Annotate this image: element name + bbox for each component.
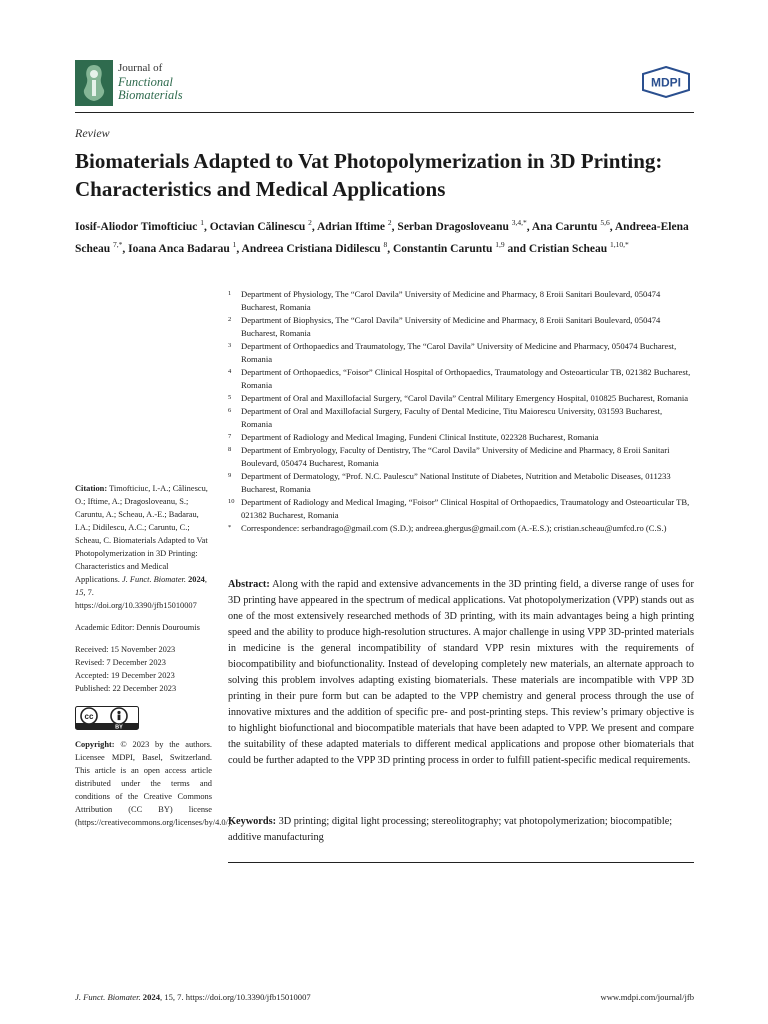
affiliation-item [228, 496, 694, 522]
author-affiliation-marker: 1 [232, 240, 237, 250]
author-affiliation-marker: 1,10,* [610, 240, 629, 250]
affiliation-text: Department of Radiology and Medical Imaging, “Foisor” Clinical Hospital of Orthopaedics, Traumatology and Osteoarticular TB, 021382 Bucharest, Romania [241, 497, 690, 520]
affiliation-text: Department of Oral and Maxillofacial Surgery, “Carol Davila” Central Military Emergency Hospital, 010825 Bucharest, Romania [241, 393, 689, 403]
affiliation-text: Department of Dermatology, “Prof. N.C. Paulescu” National Institute of Diabetes, Nutrition and Metabolic Diseases, 011233 Bucharest, Romania [241, 471, 671, 494]
header-divider [75, 112, 694, 113]
author-name: Serban Dragosloveanu $^{3,4,*}$ [397, 218, 527, 233]
author-name: Ioana Anca Badarau $^1$ [128, 240, 237, 256]
author-affiliation-marker: 7,* [113, 240, 123, 250]
journal-prefix: Journal of [118, 62, 163, 74]
revised-date: Revised: 7 December 2023 [75, 658, 166, 667]
journal-logo [75, 60, 230, 106]
affiliation-text: Department of Embryology, Faculty of Dentistry, The “Carol Davila” University of Medicine and Pharmacy, 8 Eroii Sanitari Boulevard, 050474 Bucharest, Romania [241, 445, 670, 468]
affiliation-number: 1 [228, 290, 232, 297]
publisher-name: MDPI [651, 75, 681, 90]
affiliation-number: 9 [228, 472, 232, 479]
mdpi-logo-icon [640, 66, 692, 98]
author-name: Octavian Călinescu $^2$ [209, 218, 312, 233]
affiliation-text: Department of Biophysics, The “Carol Davila” University of Medicine and Pharmacy, 8 Eroii Sanitari Boulevard, 050474 Bucharest, Romania [241, 315, 661, 338]
author-name: Iosif-Aliodor Timofticiuc $^1$ [75, 218, 204, 233]
keywords-label: Keywords: [228, 816, 277, 827]
affiliation-number: 10 [228, 498, 235, 505]
affiliation-number: 2 [228, 316, 232, 323]
journal-name-line2: Biomaterials [118, 88, 183, 102]
affiliation-item [228, 392, 694, 405]
affiliation-item [228, 340, 694, 366]
affiliation-number: * [228, 524, 232, 531]
affiliation-number: 5 [228, 394, 232, 401]
svg-text:cc: cc [84, 712, 94, 721]
affiliation-item [228, 470, 694, 496]
author-list: Iosif-Aliodor Timofticiuc $^1$, Octavian Călinescu $^2$, Adrian Iftime $^2$, Serban Dragosloveanu $^{3,4,*}$, Ana Caruntu $^{5,6}$, Andreea-Elena Scheau $^{7,*}$, Ioana Anca Badarau $^1$, Andreea Cristiana Didilescu $^8$, Constantin Caruntu $^{1,9}$ and Cristian Scheau $^{1,10,*}$ [75, 218, 689, 256]
affiliation-text: Correspondence: serbandrago@gmail.com (S.D.); andreea.ghergus@gmail.com (A.-E.S.); cristian.scheau@umfcd.ro (C.S.) [241, 523, 667, 533]
copyright-notice: Copyright: © 2023 by the authors. Licensee MDPI, Basel, Switzerland. This article is an open access article distributed under the terms and conditions of the Creative Commons Attribution (CC BY) license (https://creativecommons.org/licenses/by/4.0/). [75, 740, 233, 827]
abstract-label: Abstract: [228, 579, 270, 590]
affiliation-item [228, 314, 694, 340]
author-name: Constantin Caruntu $^{1,9}$ [392, 240, 505, 256]
author-affiliation-marker: 5,6 [600, 218, 610, 227]
author-name: Cristian Scheau $^{1,10,*}$ [528, 240, 629, 256]
affiliation-item [228, 366, 694, 392]
author-affiliation-marker: 3,4,* [511, 218, 527, 227]
journal-emblem-icon [75, 60, 113, 106]
affiliation-list [228, 288, 694, 535]
author-name: Andreea-Elena Scheau $^{7,*}$ [75, 220, 689, 256]
accepted-date: Accepted: 19 December 2023 [75, 671, 175, 680]
footer-journal-url[interactable]: www.mdpi.com/journal/jfb [600, 992, 694, 1002]
author-name: Adrian Iftime $^2$ [317, 218, 392, 233]
academic-editor: Academic Editor: Dennis Douroumis [75, 623, 200, 632]
affiliation-number: 8 [228, 446, 232, 453]
affiliation-text: Department of Oral and Maxillofacial Surgery, Faculty of Dental Medicine, Titu Maiorescu University, 031593 Bucharest, Romania [241, 406, 663, 429]
affiliation-text: Department of Radiology and Medical Imaging, Fundeni Clinical Institute, 022328 Bucharest, Romania [241, 432, 599, 442]
affiliation-text: Department of Orthopaedics and Traumatology, The “Carol Davila” University of Medicine and Pharmacy, 050474 Bucharest, Romania [241, 341, 677, 364]
affiliation-number: 3 [228, 342, 232, 349]
affiliation-number: 7 [228, 433, 232, 440]
journal-name-line1: Functional [118, 74, 173, 89]
author-affiliation-marker: 1,9 [495, 240, 505, 250]
published-date: Published: 22 December 2023 [75, 684, 177, 693]
article-info-sidebar [75, 482, 233, 829]
author-name: Andreea Cristiana Didilescu $^8$ [241, 240, 388, 256]
abstract [228, 577, 694, 769]
affiliation-text: Department of Orthopaedics, “Foisor” Clinical Hospital of Orthopaedics, Traumatology and Osteoarticular TB, 021382 Bucharest, Romania [241, 367, 691, 390]
author-name: Ana Caruntu $^{5,6}$ [531, 218, 610, 233]
affiliation-text: Department of Physiology, The “Carol Davila” University of Medicine and Pharmacy, 8 Eroii Sanitari Boulevard, 050474 Bucharest, Romania [241, 289, 661, 312]
keywords-divider [228, 862, 694, 863]
svg-text:BY: BY [115, 724, 123, 730]
author-affiliation-marker: 1 [200, 218, 204, 227]
article-type: Review [75, 126, 110, 140]
keywords-text: 3D printing; digital light processing; stereolitography; vat photopolymerization; biocompatible; additive manufacturing [228, 816, 673, 843]
affiliation-number: 4 [228, 368, 232, 375]
keywords [228, 814, 694, 846]
abstract-text: Along with the rapid and extensive advancements in the 3D printing field, a diverse range of uses for 3D printing have appeared in the spectrum of medical applications. Vat photopolymerization (VPP) stands out as one of the most extensively researched methods of 3D printing, with its main advantages being a high printing speed and the ability to produce high-resolution structures. A major challenge in using VPP 3D-printed materials in medicine is the general incompatibility of standard VPP resin mixtures with the requirements of biocompatibility and biofunctionality. Instead of developing completely new materials, an alternate approach to solving this problem involves adapting existing biomaterials. These materials are incompatible with VPP 3D printing in their pure form but can be adapted to the VPP chemistry and general process through the use of innovative mixtures and the addition of specific pre- and post-printing steps. This review’s primary objective is to highlight biofunctional and biocompatible materials that have been adapted to VPP. We present and compare the suitability of these adapted materials to different medical applications and propose other biomaterials that could be further adapted to the VPP 3D printing process in order to fulfill patient-specific medical requirements. [228, 579, 694, 766]
affiliation-item [228, 444, 694, 470]
author-affiliation-marker: 2 [387, 218, 392, 227]
affiliation-number: 6 [228, 407, 232, 414]
affiliation-item [228, 431, 694, 444]
cc-by-license-badge[interactable] [75, 706, 139, 730]
received-date: Received: 15 November 2023 [75, 645, 176, 654]
footer-citation: J. Funct. Biomater. 2024, 15, 7. https://doi.org/10.3390/jfb15010007 [75, 992, 311, 1002]
correspondence [228, 522, 694, 535]
affiliation-item [228, 288, 694, 314]
article-title: Biomaterials Adapted to Vat Photopolymerization in 3D Printing: Characteristics and Medical Applications [75, 149, 663, 201]
affiliation-item [228, 405, 694, 431]
author-affiliation-marker: 8 [383, 240, 388, 250]
citation: Citation: Timofticiuc, I.-A.; Călinescu, O.; Iftime, A.; Dragosloveanu, S.; Caruntu, A.; Scheau, A.-E.; Badarau, I.A.; Didilescu, A.C.; Caruntu, C.; Scheau, C. Biomaterials Adapted to Vat Photopolymerization in 3D Printing: Characteristics and Medical Applications. J. Funct. Biomater. 2024, 15, 7. https://doi.org/10.3390/jfb15010007 [75, 484, 208, 610]
author-affiliation-marker: 2 [308, 218, 312, 227]
